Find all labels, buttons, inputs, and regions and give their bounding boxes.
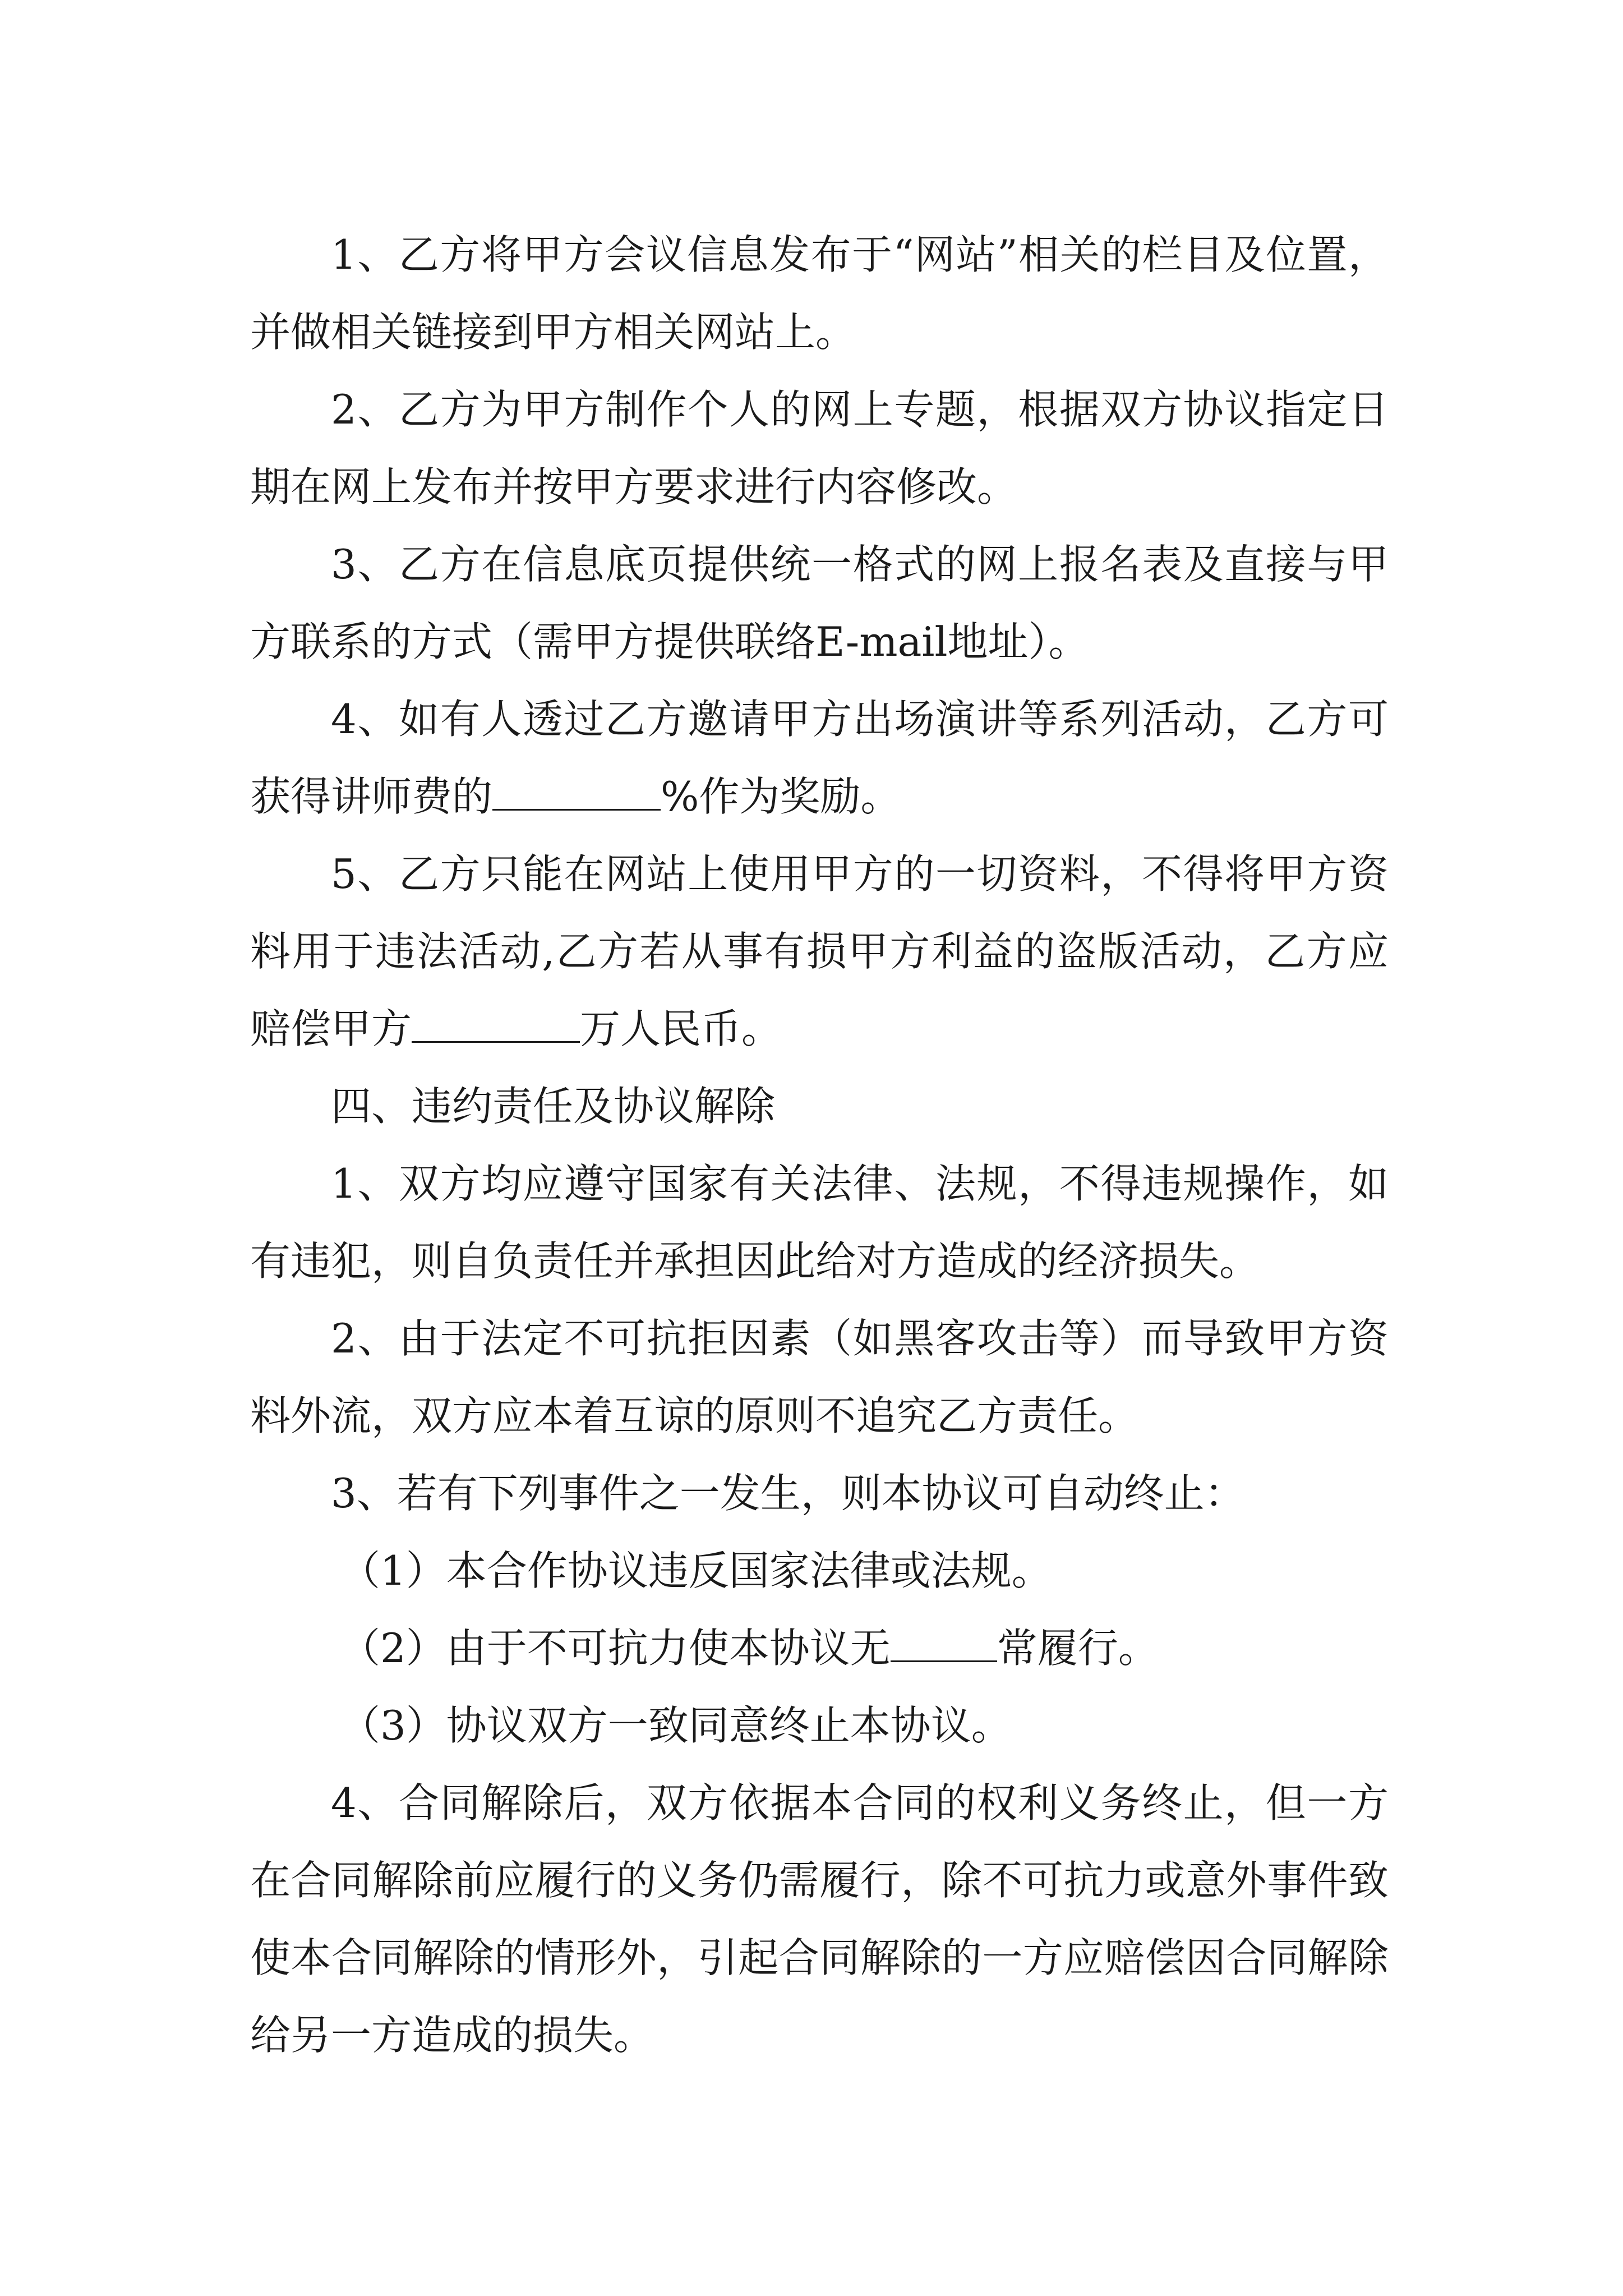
clause-4-3-sub-2-text: （2）由于不可抗力使本协议无: [340, 1625, 891, 1672]
clause-3-4: [250, 680, 1389, 835]
compensation-amount-blank: [412, 1009, 580, 1043]
fee-percent-blank: [492, 776, 661, 811]
clause-4-3-sub-1: （1）本合作协议违反国家法律或法规。: [340, 1547, 1052, 1594]
clause-3-4-text: 4、如有人透过乙方邀请甲方出场演讲等系列活动，乙方可获得讲师费的: [250, 696, 1389, 820]
clause-4-3-sub-2: [250, 1609, 1389, 1687]
document-body: [250, 216, 1389, 2074]
clause-3-5: [250, 835, 1389, 1068]
clause-4-1: 1、双方均应遵守国家有关法律、法规，不得违规操作，如有违犯，则自负责任并承担因此给对方造成的经济损失。: [250, 1160, 1389, 1285]
fill-in-blank: [891, 1628, 997, 1662]
clause-3-5-text: 5、乙方只能在网站上使用甲方的一切资料，不得将甲方资料用于违法活动,乙方若从事有损甲方利益的盗版活动，乙方应赔偿甲方: [250, 850, 1389, 1052]
clause-3-4-text-end: %作为奖励。: [661, 773, 901, 820]
clause-4-3: 3、若有下列事件之一发生，则本协议可自动终止：: [331, 1470, 1245, 1517]
clause-4-3-sub-2-text-end: 常履行。: [997, 1625, 1159, 1672]
clause-3-1: 1、乙方将甲方会议信息发布于“网站”相关的栏目及位置，并做相关链接到甲方相关网站上。: [250, 231, 1389, 356]
clause-3-2: 2、乙方为甲方制作个人的网上专题，根据双方协议指定日期在网上发布并按甲方要求进行内容修改。: [250, 386, 1389, 510]
clause-3-3: 3、乙方在信息底页提供统一格式的网上报名表及直接与甲方联系的方式（需甲方提供联络E-mail地址）。: [250, 541, 1389, 665]
clause-4-4: 4、合同解除后，双方依据本合同的权利义务终止，但一方在合同解除前应履行的义务仍需履行，除不可抗力或意外事件致使本合同解除的情形外，引起合同解除的一方应赔偿因合同解除给另一方造成的损失。: [250, 1779, 1389, 2059]
section-heading: 四、违约责任及协议解除: [331, 1083, 776, 1130]
clause-4-3-sub-3: （3）协议双方一致同意终止本协议。: [340, 1702, 1012, 1749]
clause-3-5-text-end: 万人民币。: [580, 1005, 782, 1052]
clause-4-2: 2、由于法定不可抗拒因素（如黑客攻击等）而导致甲方资料外流，双方应本着互谅的原则不追究乙方责任。: [250, 1315, 1389, 1439]
